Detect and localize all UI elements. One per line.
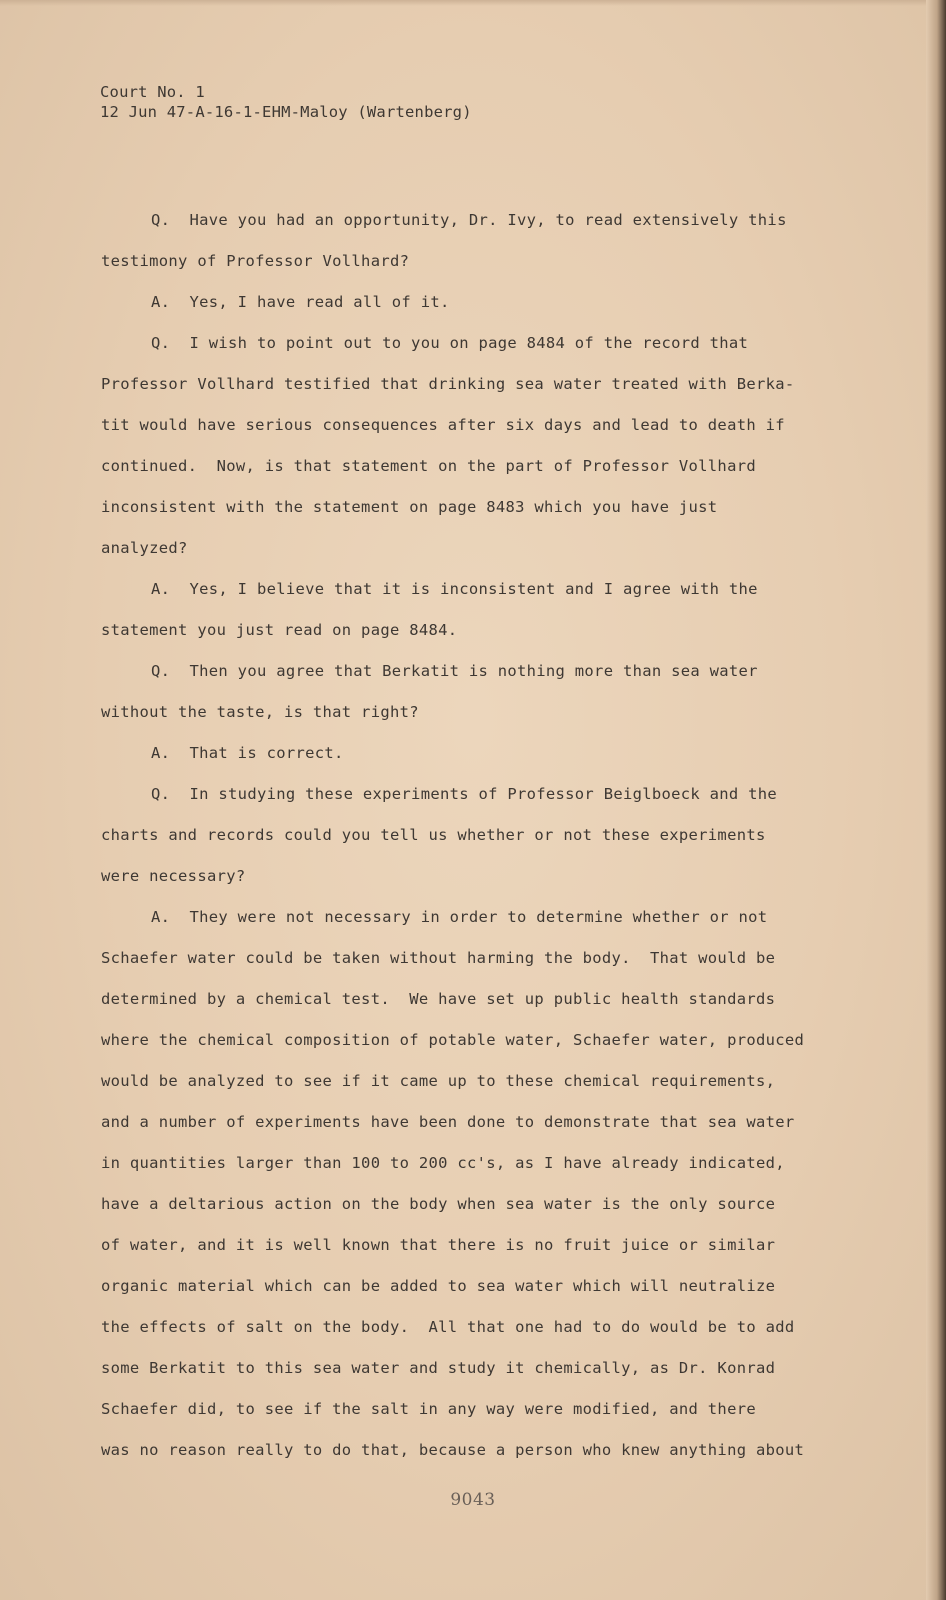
transcript-line: was no reason really to do that, because a person who knew anything about <box>101 1441 805 1459</box>
page-number: 9043 <box>450 1490 496 1510</box>
court-label: Court No. 1 <box>100 83 205 101</box>
reference-line: 12 Jun 47-A-16-1-EHM-Maloy (Wartenberg) <box>100 103 472 121</box>
transcript-line: Q. Then you agree that Berkatit is nothing more than sea water <box>151 662 758 680</box>
transcript-line: in quantities larger than 100 to 200 cc's, as I have already indicated, <box>101 1154 785 1172</box>
transcript-line: inconsistent with the statement on page 8483 which you have just <box>101 498 718 516</box>
document-header <box>100 82 472 122</box>
transcript-line: the effects of salt on the body. All that one had to do would be to add <box>101 1318 795 1336</box>
page-top-edge <box>0 0 946 6</box>
transcript-line: A. Yes, I believe that it is inconsistent and I agree with the <box>151 580 758 598</box>
transcript-line: of water, and it is well known that there is no fruit juice or similar <box>101 1236 776 1254</box>
transcript-line: Q. I wish to point out to you on page 8484 of the record that <box>151 334 749 352</box>
transcript-line: charts and records could you tell us whether or not these experiments <box>101 826 766 844</box>
transcript-line: where the chemical composition of potable water, Schaefer water, produced <box>101 1031 805 1049</box>
transcript-line: without the taste, is that right? <box>101 703 419 721</box>
transcript-line: tit would have serious consequences after six days and lead to death if <box>101 416 785 434</box>
transcript-line: and a number of experiments have been done to demonstrate that sea water <box>101 1113 795 1131</box>
transcript-line: analyzed? <box>101 539 188 557</box>
transcript-line: Q. Have you had an opportunity, Dr. Ivy, to read extensively this <box>151 211 787 229</box>
transcript-line: Schaefer water could be taken without harming the body. That would be <box>101 949 776 967</box>
transcript-body <box>101 200 861 1471</box>
transcript-line: A. That is correct. <box>151 744 344 762</box>
page-right-edge <box>926 0 946 1600</box>
transcript-line: have a deltarious action on the body when sea water is the only source <box>101 1195 776 1213</box>
transcript-line: Professor Vollhard testified that drinking sea water treated with Berka- <box>101 375 795 393</box>
transcript-line: some Berkatit to this sea water and study it chemically, as Dr. Konrad <box>101 1359 776 1377</box>
transcript-line: organic material which can be added to sea water which will neutralize <box>101 1277 776 1295</box>
transcript-line: A. They were not necessary in order to determine whether or not <box>151 908 768 926</box>
transcript-line: were necessary? <box>101 867 246 885</box>
transcript-line: Schaefer did, to see if the salt in any way were modified, and there <box>101 1400 756 1418</box>
transcript-line: would be analyzed to see if it came up to these chemical requirements, <box>101 1072 776 1090</box>
transcript-line: A. Yes, I have read all of it. <box>151 293 450 311</box>
transcript-line: determined by a chemical test. We have set up public health standards <box>101 990 776 1008</box>
transcript-line: statement you just read on page 8484. <box>101 621 458 639</box>
transcript-line: Q. In studying these experiments of Professor Beiglboeck and the <box>151 785 778 803</box>
transcript-line: continued. Now, is that statement on the part of Professor Vollhard <box>101 457 756 475</box>
transcript-line: testimony of Professor Vollhard? <box>101 252 410 270</box>
